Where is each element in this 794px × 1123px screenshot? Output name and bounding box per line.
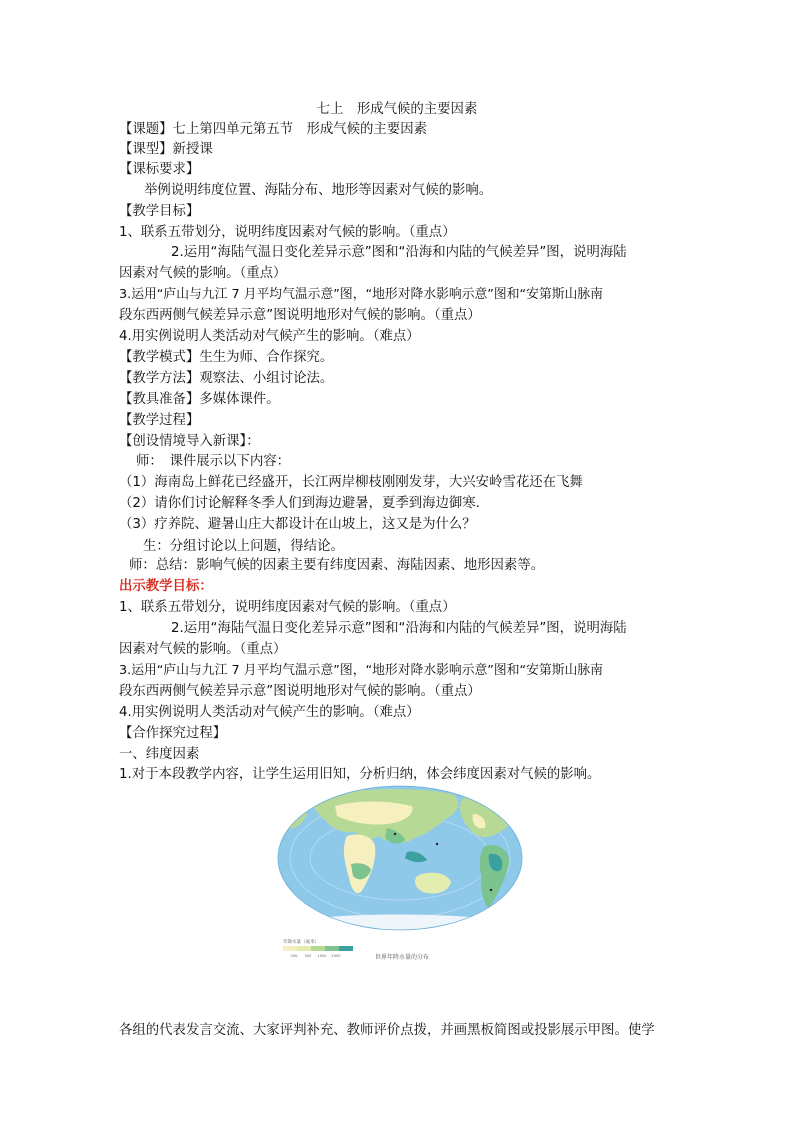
text-line: 段东西两侧气候差异示意”图说明地形对气候的影响。（重点） (119, 684, 481, 699)
text-line: 4.用实例说明人类活动对气候产生的影响。（难点） (119, 705, 420, 720)
legend-swatch (311, 946, 325, 951)
map-svg (277, 784, 523, 964)
text-line: （2）请你们讨论解释冬季人们到海边避暑，夏季到海边御寒. (119, 496, 480, 511)
text-line: 生：分组讨论以上问题，得结论。 (143, 539, 344, 554)
text-line: 【教学过程】 (119, 413, 200, 428)
text-line: 1、联系五带划分，说明纬度因素对气候的影响。（重点） (119, 225, 456, 240)
text-line: 【课型】新授课 (119, 142, 213, 157)
text-line: 2.运用“海陆气温日变化差异示意”图和“沿海和内陆的气候差异”图，说明海陆 (171, 245, 627, 260)
legend-value: 200 (290, 954, 298, 958)
map-caption: 世界年降水量的分布 (375, 954, 430, 961)
text-line: 举例说明纬度位置、海陆分布、地形等因素对气候的影响。 (144, 183, 493, 198)
text-line: 4.用实例说明人类活动对气候产生的影响。（难点） (119, 329, 420, 344)
text-line: （1）海南岛上鲜花已经盛开，长江两岸柳枝刚刚发芽，大兴安岭雪花还在飞舞 (119, 475, 583, 490)
legend-value: 1000 (317, 954, 327, 958)
text-line: 【教具准备】多媒体课件。 (119, 392, 280, 407)
text-line: 2.运用“海陆气温日变化差异示意”图和“沿海和内陆的气候差异”图，说明海陆 (171, 621, 627, 636)
text-line: 1、联系五带划分，说明纬度因素对气候的影响。（重点） (119, 600, 456, 615)
world-precipitation-map (277, 784, 523, 964)
city-marker (490, 889, 492, 891)
text-line: （3）疗养院、避暑山庄大都设计在山坡上，这又是为什么？ (119, 517, 476, 532)
text-line: 【教学方法】观察法、小组讨论法。 (119, 371, 334, 386)
text-line: 各组的代表发言交流、大家评判补充、教师评价点拨，并画黑板简图或投影展示甲图。使学 (119, 1023, 655, 1038)
text-line: 1.对于本段教学内容，让学生运用旧知，分析归纳，体会纬度因素对气候的影响。 (119, 767, 601, 782)
text-line: 段东西两侧气候差异示意”图说明地形对气候的影响。（重点） (119, 308, 481, 323)
page-title: 七上 形成气候的主要因素 (316, 102, 478, 117)
legend-swatch (297, 946, 311, 951)
legend-swatch (339, 946, 353, 951)
text-line: 【教学目标】 (119, 204, 200, 219)
city-marker (436, 843, 438, 845)
text-line: 3.运用“庐山与九江 7 月平均气温示意”图，“地形对降水影响示意”图和“安第斯山脉南 (119, 663, 603, 678)
legend-value: 500 (304, 954, 312, 958)
antarctica-ice (287, 915, 513, 935)
legend-value: 2000 (331, 954, 341, 958)
legend-swatch (283, 946, 297, 951)
text-line: 【合作探究过程】 (119, 726, 227, 741)
text-line: 师： 课件展示以下内容： (136, 454, 290, 469)
legend-swatch (325, 946, 339, 951)
text-line: 【创设情境导入新课】： (119, 434, 260, 449)
text-line: 【课题】七上第四单元第五节 形成气候的主要因素 (119, 122, 427, 137)
text-line: 3.运用“庐山与九江 7 月平均气温示意”图，“地形对降水影响示意”图和“安第斯山脉南 (119, 287, 603, 302)
text-line: 一、纬度因素 (119, 747, 200, 762)
text-line: 【教学模式】生生为师、合作探究。 (119, 350, 334, 365)
text-line: 因素对气候的影响。（重点） (119, 266, 287, 281)
text-line: 因素对气候的影响。（重点） (119, 642, 287, 657)
legend-title: 年降水量（毫米） (283, 940, 319, 945)
text-line: 【课标要求】 (119, 162, 200, 177)
section-heading-red: 出示教学目标： (119, 579, 213, 594)
city-marker (394, 833, 396, 835)
text-line: 师：总结：影响气候的因素主要有纬度因素、海陆因素、地形因素等。 (129, 558, 545, 573)
